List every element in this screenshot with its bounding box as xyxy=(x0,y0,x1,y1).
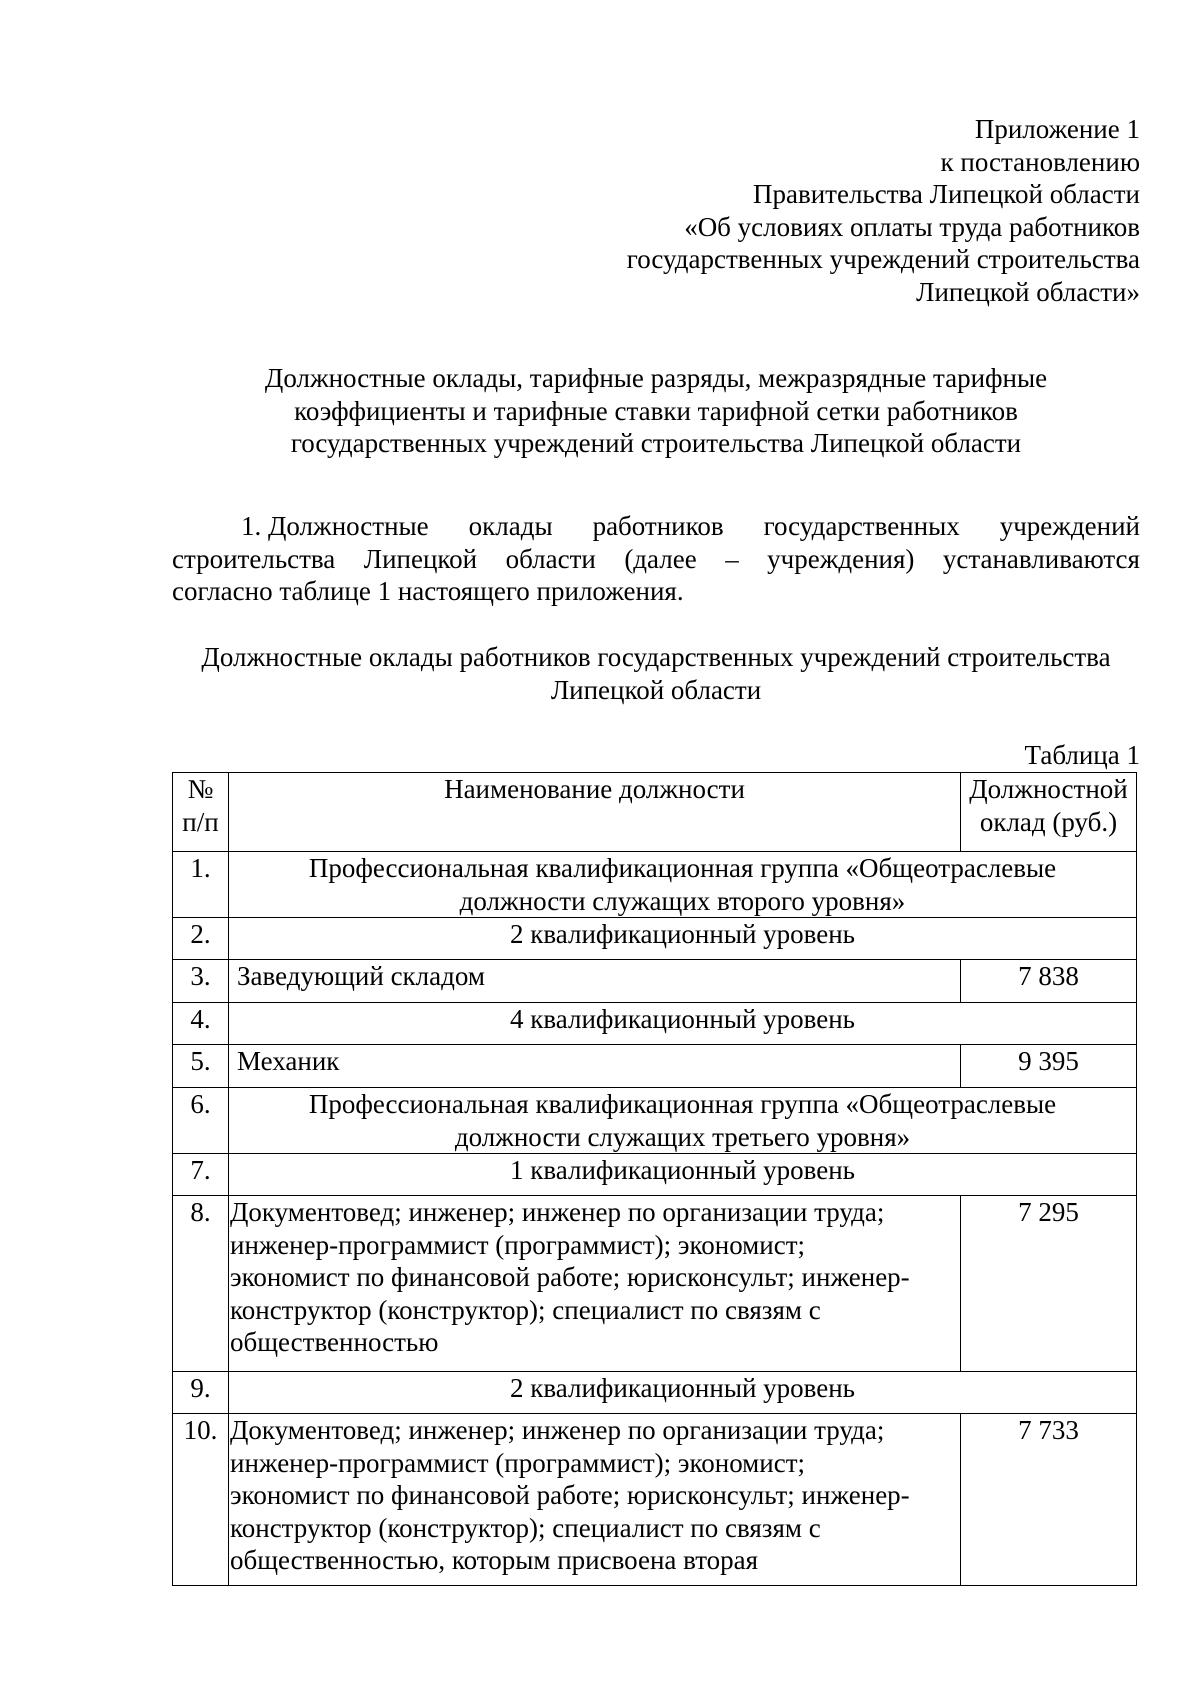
paragraph-line-3: согласно таблице 1 настоящего приложения. xyxy=(172,576,684,606)
table-number-label: Таблица 1 xyxy=(1024,740,1140,770)
row-number: 5. xyxy=(173,1045,229,1088)
paragraph-word: устанавливаются xyxy=(942,543,1140,574)
salary-table xyxy=(172,772,1137,1586)
paragraph-line-2 xyxy=(172,543,1140,576)
table-header-row xyxy=(173,773,1137,852)
header-num: № п/п xyxy=(173,773,229,852)
table-title-line: Липецкой области xyxy=(550,674,762,705)
paragraph-word: оклады xyxy=(468,511,553,541)
header-salary: Должностной оклад (руб.) xyxy=(961,773,1137,852)
row-number: 9. xyxy=(173,1372,229,1414)
appendix-line: Липецкой области» xyxy=(916,276,1140,307)
title-line: государственных учреждений строительства Липецкой области xyxy=(290,428,1022,458)
paragraph-word: учреждения) xyxy=(767,543,915,574)
paragraph-line-1 xyxy=(172,510,1140,543)
row-number: 10. xyxy=(173,1414,229,1586)
paragraph-word: области xyxy=(505,543,596,574)
row-number: 4. xyxy=(173,1003,229,1045)
salary-value: 7 838 xyxy=(961,960,1137,1003)
header-position: Наименование должности xyxy=(229,773,961,852)
appendix-header xyxy=(560,113,1140,308)
paragraph-word: (далее xyxy=(624,543,697,574)
position-name: Механик xyxy=(229,1045,961,1088)
table-title xyxy=(172,641,1140,706)
salary-value: 9 395 xyxy=(961,1045,1137,1088)
position-name: Документовед; инженер; инженер по организации труда; инженер-программист (программист); экономист; экономист по финансовой работе; юрисконсульт; инженер- конструктор (конструктор); специалист по связям с общественностью, которым присвоена вторая xyxy=(229,1414,961,1586)
table-row xyxy=(173,1372,1137,1414)
row-number: 3. xyxy=(173,960,229,1003)
table-row xyxy=(173,1154,1137,1196)
table-row xyxy=(173,918,1137,960)
row-number: 1. xyxy=(173,852,229,918)
appendix-line: к постановлению xyxy=(940,146,1140,177)
table-row xyxy=(173,1003,1137,1045)
table-row xyxy=(173,1088,1137,1154)
row-number: 7. xyxy=(173,1154,229,1196)
document-title xyxy=(172,362,1140,460)
intro-paragraph xyxy=(172,510,1140,608)
group-heading: 4 квалификационный уровень xyxy=(229,1003,1137,1045)
appendix-line: Приложение 1 xyxy=(974,114,1140,144)
group-heading: 2 квалификационный уровень xyxy=(229,918,1137,960)
paragraph-word: учреждений xyxy=(999,511,1140,541)
salary-value: 7 295 xyxy=(961,1196,1137,1372)
position-name: Документовед; инженер; инженер по организации труда; инженер-программист (программист); экономист; экономист по финансовой работе; юрисконсульт; инженер- конструктор (конструктор); специалист по связям с общественностью xyxy=(229,1196,961,1372)
row-number: 6. xyxy=(173,1088,229,1154)
table-title-line: Должностные оклады работников государственных учреждений строительства xyxy=(201,642,1111,672)
paragraph-word: 1. Должностные xyxy=(241,511,429,541)
table-row xyxy=(173,960,1137,1003)
table-row xyxy=(173,1414,1137,1586)
paragraph-word: работников xyxy=(592,511,724,541)
table-row xyxy=(173,1196,1137,1372)
title-line: коэффициенты и тарифные ставки тарифной сетки работников xyxy=(294,395,1018,426)
group-heading: 1 квалификационный уровень xyxy=(229,1154,1137,1196)
table-row xyxy=(173,852,1137,918)
table-row xyxy=(173,1045,1137,1088)
paragraph-word: государственных xyxy=(763,511,960,541)
group-heading: 2 квалификационный уровень xyxy=(229,1372,1137,1414)
appendix-line: Правительства Липецкой области xyxy=(752,179,1140,209)
appendix-line: «Об условиях оплаты труда работников xyxy=(684,211,1140,242)
table-body xyxy=(173,852,1137,1586)
position-name: Заведующий складом xyxy=(229,960,961,1003)
paragraph-word: Липецкой xyxy=(363,543,478,574)
paragraph-word: – xyxy=(725,543,739,574)
group-heading: Профессиональная квалификационная группа «Общеотраслевые должности служащих второго уровня» xyxy=(229,852,1137,918)
row-number: 2. xyxy=(173,918,229,960)
title-line: Должностные оклады, тарифные разряды, межразрядные тарифные xyxy=(264,363,1048,393)
row-number: 8. xyxy=(173,1196,229,1372)
group-heading: Профессиональная квалификационная группа «Общеотраслевые должности служащих третьего уровня» xyxy=(229,1088,1137,1154)
paragraph-word: строительства xyxy=(172,543,336,574)
salary-value: 7 733 xyxy=(961,1414,1137,1586)
appendix-line: государственных учреждений строительства xyxy=(626,244,1140,274)
